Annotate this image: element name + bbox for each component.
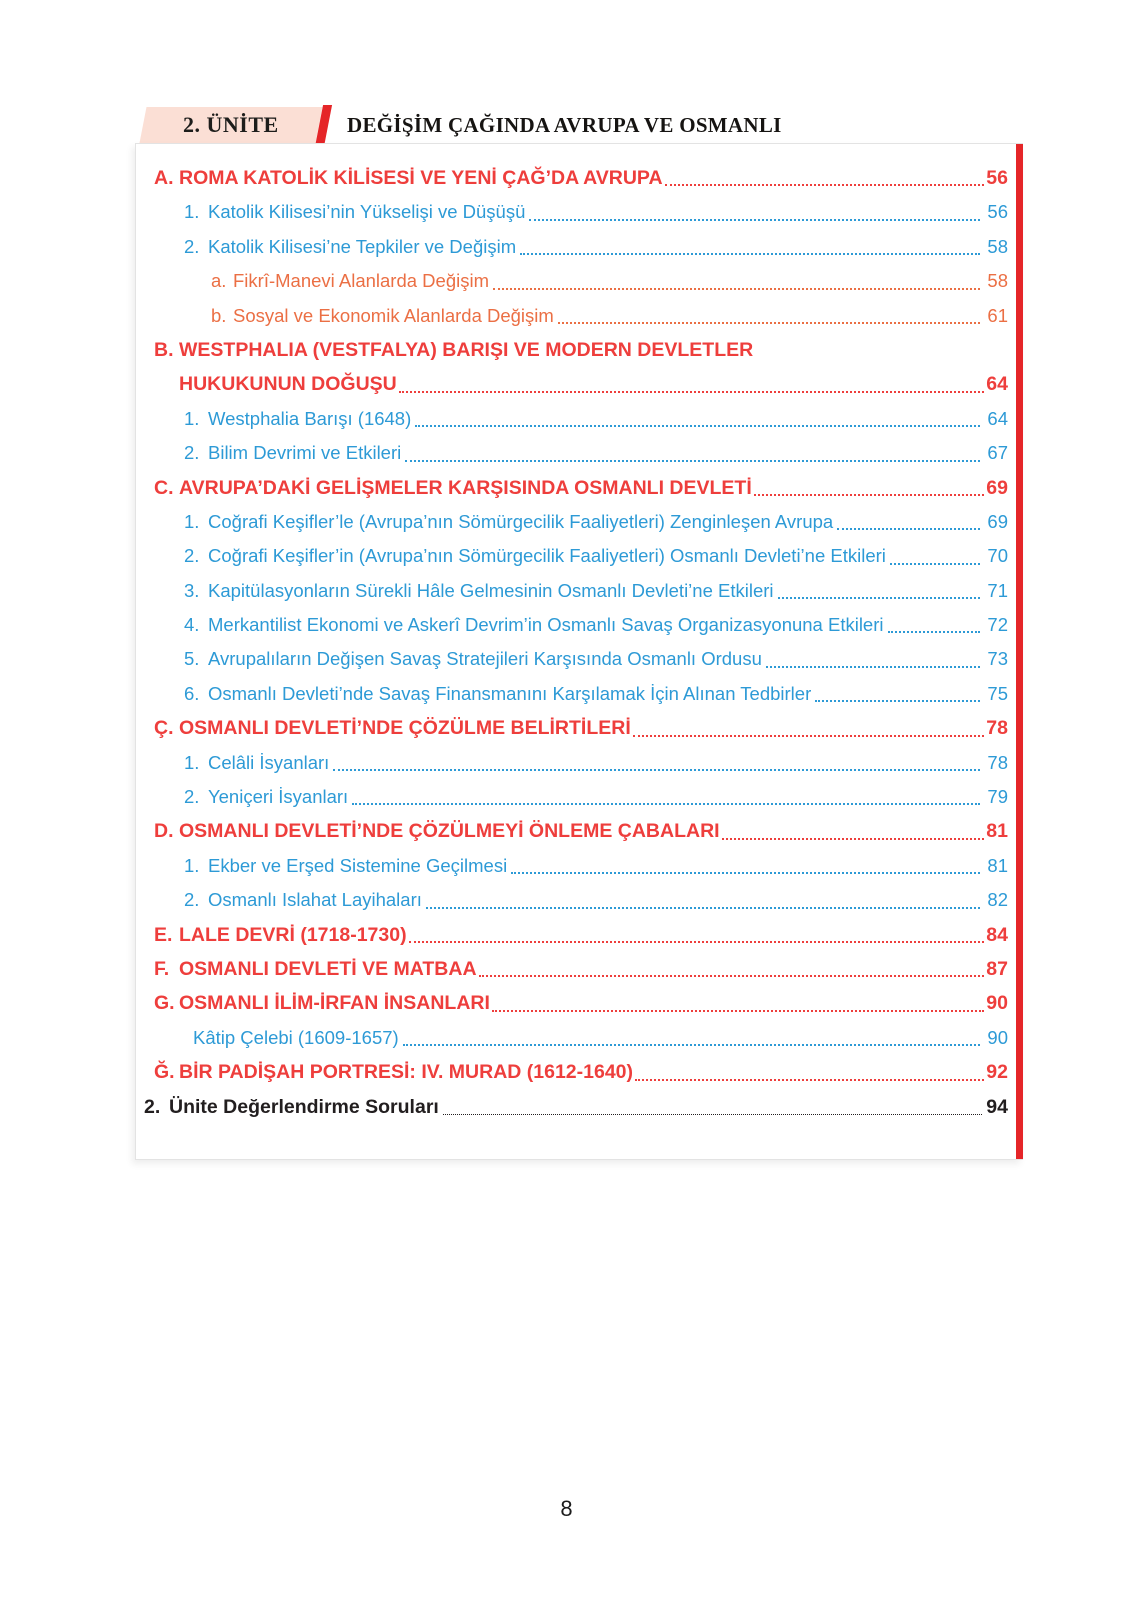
toc-entry-title: Fikrî-Manevi Alanlarda Değişim [233, 270, 490, 292]
toc-entry-page: 87 [986, 957, 1008, 980]
toc-entry-page: 71 [987, 579, 1008, 601]
toc-entry-title: AVRUPA’DAKİ GELİŞMELER KARŞISINDA OSMANLI DEVLETİ [179, 476, 752, 499]
toc-entry [154, 333, 1008, 367]
toc-entry-title: Ekber ve Erşed Sistemine Geçilmesi [208, 854, 508, 876]
dot-leader [720, 814, 985, 848]
toc-entry-title: Ünite Değerlendirme Soruları [169, 1095, 439, 1118]
dot-leader [525, 195, 985, 229]
toc-entry-prefix: 1. [184, 854, 200, 876]
toc-entry [154, 814, 1008, 848]
toc-entry-prefix: E. [154, 923, 173, 946]
dot-leader [422, 883, 986, 917]
dot-leader [631, 711, 985, 745]
toc-entry-title: OSMANLI DEVLETİ VE MATBAA [179, 957, 477, 980]
dot-leader [439, 1090, 984, 1124]
dot-leader [489, 264, 985, 298]
red-accent-bar [1016, 144, 1023, 1159]
toc-entry [184, 505, 1008, 539]
toc-entry-prefix: 6. [184, 682, 200, 704]
toc-entry [154, 918, 1008, 952]
toc-entry-prefix: 4. [184, 614, 200, 636]
dot-leader [884, 608, 986, 642]
toc-entry-prefix: A. [154, 167, 174, 189]
toc-entry [184, 608, 1008, 642]
toc-entry-prefix: C. [154, 476, 174, 499]
toc-entry [184, 746, 1008, 780]
dot-leader [633, 1055, 984, 1089]
toc-entry-prefix: 2. [184, 545, 200, 567]
dot-leader [886, 539, 986, 573]
toc-entry-page: 81 [987, 854, 1008, 876]
toc-entry [154, 471, 1008, 505]
toc-entry-title: OSMANLI DEVLETİ’NDE ÇÖZÜLME BELİRTİLERİ [179, 717, 631, 740]
toc-entry [184, 642, 1008, 676]
toc-entry [184, 230, 1008, 264]
toc-entry-page: 79 [987, 786, 1008, 808]
unit-badge-label: 2. ÜNİTE [183, 112, 279, 137]
toc-entry [184, 677, 1008, 711]
toc-entry [184, 402, 1008, 436]
toc-entry-title: Kâtip Çelebi (1609-1657) [193, 1026, 399, 1048]
toc-entry-page: 58 [987, 270, 1008, 292]
toc-entry-page: 78 [986, 717, 1008, 740]
page-number: 8 [560, 1496, 573, 1521]
toc-entry-prefix: 5. [184, 648, 200, 670]
dot-leader [477, 952, 985, 986]
toc-entry-prefix: 2. [184, 442, 200, 464]
toc-entry-page: 92 [986, 1061, 1008, 1084]
toc-entry [154, 952, 1008, 986]
toc-entry-prefix [154, 367, 179, 401]
toc-entry-prefix: b. [211, 304, 227, 326]
toc-entry-page: 78 [987, 751, 1008, 773]
toc-entry-prefix: 1. [184, 407, 200, 429]
toc-entry-page [1006, 333, 1008, 367]
toc-entry [184, 849, 1008, 883]
toc-entry-prefix: 2. [184, 786, 200, 808]
toc-entry-page: 82 [987, 889, 1008, 911]
toc-entry-title: Osmanlı Devleti’nde Savaş Finansmanını Karşılamak İçin Alınan Tedbirler [208, 682, 812, 704]
toc-entry-title: Katolik Kilisesi’ne Tepkiler ve Değişim [208, 235, 517, 257]
toc-entry-title: Bilim Devrimi ve Etkileri [208, 442, 402, 464]
dot-leader [554, 299, 986, 333]
dot-leader [833, 505, 985, 539]
toc-entry-page: 56 [986, 167, 1008, 189]
toc-entry-prefix: 2. [184, 235, 200, 257]
dot-leader [399, 1021, 986, 1055]
dot-leader [774, 574, 986, 608]
toc-entry-title: LALE DEVRİ (1718-1730) [179, 923, 407, 946]
toc-entry-title: Celâli İsyanları [208, 751, 330, 773]
toc-entry-prefix: 1. [184, 751, 200, 773]
toc-entry-title: WESTPHALIA (VESTFALYA) BARIŞI VE MODERN DEVLETLER [179, 338, 754, 361]
toc-entry-page: 64 [987, 407, 1008, 429]
unit-title: DEĞİŞİM ÇAĞINDA AVRUPA VE OSMANLI [347, 113, 782, 137]
toc-entry-page: 69 [986, 476, 1008, 499]
toc-entry-title: Coğrafi Keşifler’in (Avrupa’nın Sömürgecilik Faaliyetleri) Osmanlı Devleti’ne Etkileri [208, 545, 886, 567]
dot-leader [407, 918, 985, 952]
toc-entry [211, 264, 1008, 298]
toc-entry-page: 90 [986, 992, 1008, 1015]
dot-leader [397, 367, 985, 401]
toc-container [135, 143, 1023, 1160]
toc-entry-prefix: F. [154, 957, 170, 980]
unit-badge [140, 107, 323, 143]
toc-entry-title: Westphalia Barışı (1648) [208, 407, 412, 429]
toc-entry-page: 90 [987, 1026, 1008, 1048]
toc-entry [184, 780, 1008, 814]
dot-leader [401, 436, 985, 470]
toc-entry [193, 1021, 1008, 1055]
toc-entry [144, 1090, 1008, 1124]
toc-entry-page: 84 [986, 923, 1008, 946]
dot-leader [811, 677, 985, 711]
dot-leader [762, 642, 986, 676]
toc-entry-page: 72 [987, 614, 1008, 636]
dot-leader [663, 161, 985, 195]
dot-leader [516, 230, 985, 264]
dot-leader [507, 849, 985, 883]
toc-entry-page: 67 [987, 442, 1008, 464]
toc-entry [184, 574, 1008, 608]
toc-entry-prefix: Ç. [154, 717, 174, 740]
dot-leader [490, 986, 984, 1020]
toc-entry [154, 986, 1008, 1020]
toc-entry [154, 1055, 1008, 1089]
toc-entry-prefix: a. [211, 270, 227, 292]
toc-entry-prefix: Ğ. [154, 1061, 175, 1084]
toc-entry-page: 70 [987, 545, 1008, 567]
toc-entry-title: Kapitülasyonların Sürekli Hâle Gelmesinin Osmanlı Devleti’ne Etkileri [208, 579, 774, 601]
toc-entry-title: Coğrafi Keşifler’le (Avrupa’nın Sömürgecilik Faaliyetleri) Zenginleşen Avrupa [208, 510, 834, 532]
toc-entry [154, 711, 1008, 745]
toc-entry-title: ROMA KATOLİK KİLİSESİ VE YENİ ÇAĞ’DA AVRUPA [179, 167, 663, 189]
toc-entry [184, 883, 1008, 917]
toc-entry-page: 64 [986, 373, 1008, 396]
toc-entry [184, 436, 1008, 470]
toc-entry-title: Avrupalıların Değişen Savaş Stratejileri Karşısında Osmanlı Ordusu [208, 648, 762, 670]
toc-entry-prefix: 1. [184, 510, 200, 532]
toc-entry-prefix: D. [154, 820, 174, 843]
toc-entry-title: BİR PADİŞAH PORTRESİ: IV. MURAD (1612-1640) [179, 1061, 634, 1084]
toc-entry-title: Yeniçeri İsyanları [208, 786, 349, 808]
toc-entry-page: 61 [987, 304, 1008, 326]
toc-entry-page: 94 [986, 1095, 1008, 1118]
toc-entry [154, 367, 1008, 401]
toc-entry-prefix: 2. [184, 889, 200, 911]
toc-entry-prefix: 3. [184, 579, 200, 601]
toc-list [144, 161, 1008, 1124]
toc-entry-title: OSMANLI İLİM-İRFAN İNSANLARI [179, 992, 490, 1015]
toc-entry [184, 195, 1008, 229]
toc-entry-page: 73 [987, 648, 1008, 670]
toc-entry-title: HUKUKUNUN DOĞUŞU [179, 373, 397, 396]
toc-entry-title: OSMANLI DEVLETİ’NDE ÇÖZÜLMEYİ ÖNLEME ÇABALARI [179, 820, 720, 843]
toc-entry-prefix: 2. [144, 1095, 161, 1118]
toc-entry-title: Katolik Kilisesi’nin Yükselişi ve Düşüşü [208, 201, 526, 223]
toc-entry-prefix: 1. [184, 201, 200, 223]
toc-entry-title: Osmanlı Islahat Layihaları [208, 889, 422, 911]
toc-entry [184, 539, 1008, 573]
toc-entry-page: 69 [987, 510, 1008, 532]
toc-entry-prefix: B. [154, 338, 174, 361]
toc-entry [154, 161, 1008, 195]
toc-entry-title: Merkantilist Ekonomi ve Askerî Devrim’in Osmanlı Savaş Organizasyonuna Etkileri [208, 614, 884, 636]
dot-leader [329, 746, 985, 780]
toc-entry-prefix: G. [154, 992, 175, 1015]
toc-entry-page: 56 [987, 201, 1008, 223]
toc-entry-page: 81 [986, 820, 1008, 843]
toc-entry-title: Sosyal ve Ekonomik Alanlarda Değişim [233, 304, 554, 326]
dot-leader [348, 780, 985, 814]
toc-entry-page: 58 [987, 235, 1008, 257]
toc-entry-page: 75 [987, 682, 1008, 704]
dot-leader [411, 402, 985, 436]
dot-leader [752, 471, 985, 505]
toc-entry [211, 299, 1008, 333]
